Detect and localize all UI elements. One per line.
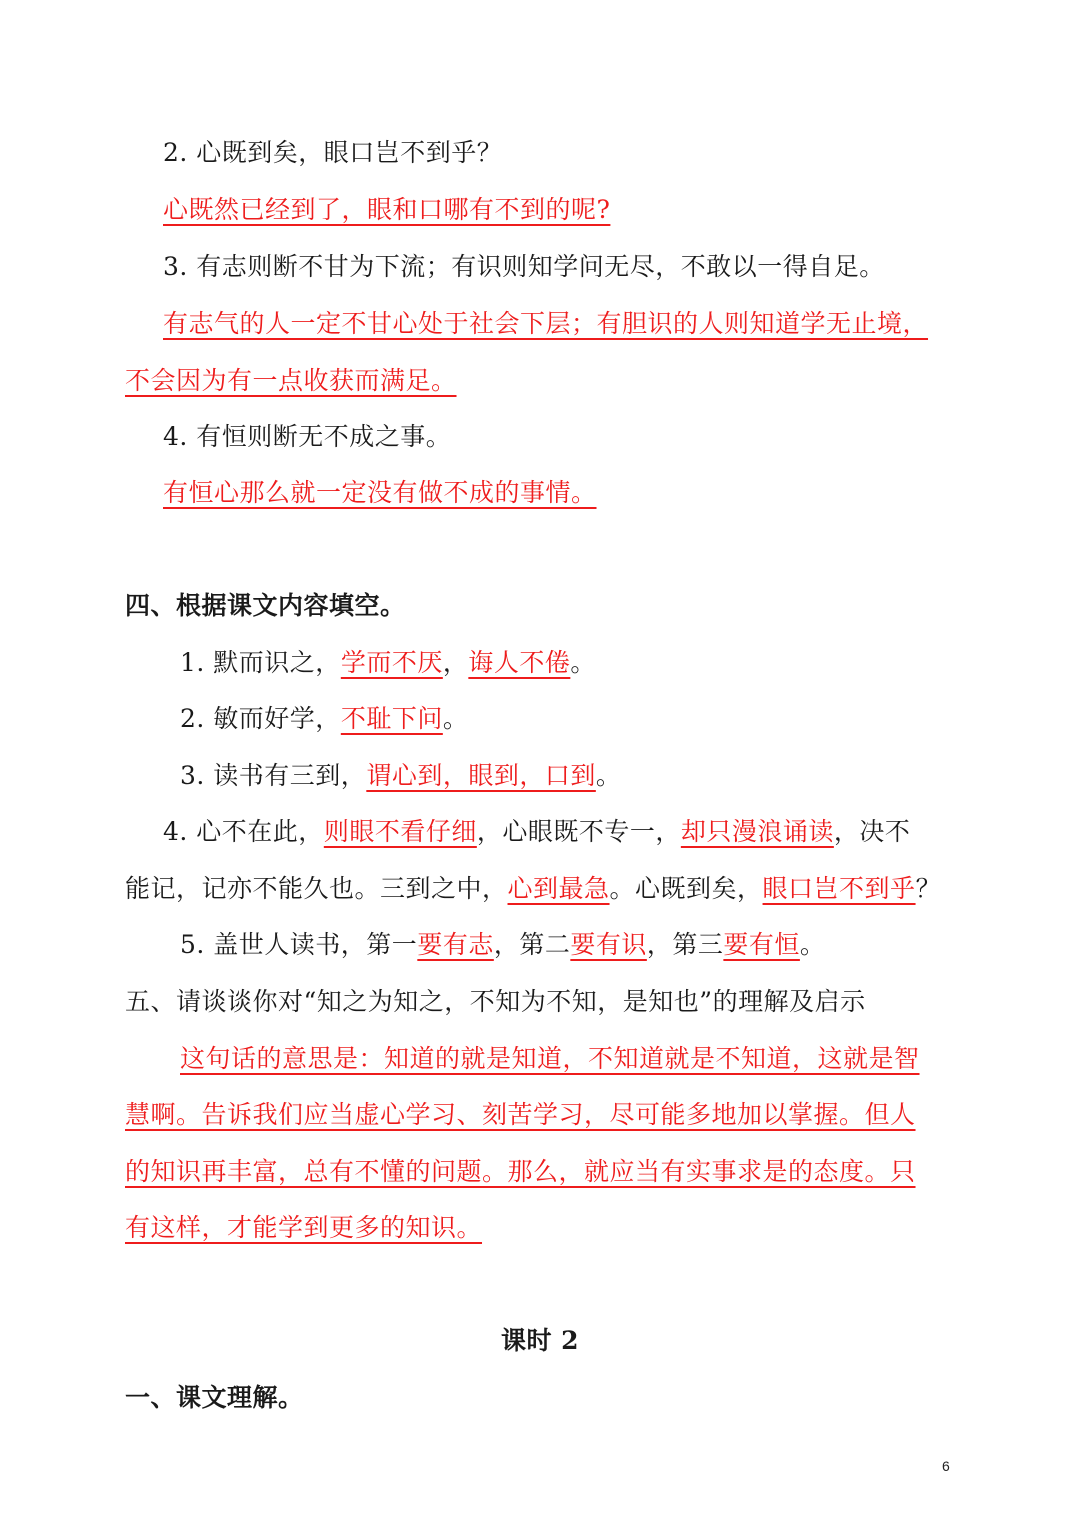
fill-item-3 [180, 759, 621, 793]
fill-item-2-answer-1: 不耻下问 [340, 704, 443, 733]
fill-item-5-answer-2: 要有识 [570, 930, 647, 959]
fill-item-5-text-1: ，第二 [493, 930, 571, 959]
fill-item-4-suffix: ？ [915, 874, 942, 903]
fill-item-1 [180, 646, 596, 680]
fill-item-4-answer-1: 则眼不看仔细 [323, 817, 477, 846]
fill-item-4-line-2-prefix: 能记，记亦不能久也。三到之中， [125, 874, 508, 903]
fill-item-4-line-2 [125, 872, 941, 906]
lesson-2-section-1-title: 一、课文理解。 [125, 1383, 304, 1412]
section-5-answer-line-3: 的知识再丰富，总有不懂的问题。那么，就应当有实事求是的态度。只 [125, 1157, 916, 1186]
section-5-answer-line-1: 这句话的意思是：知道的就是知道，不知道就是不知道，这就是智 [180, 1044, 920, 1073]
fill-item-4-text-1: ，心眼既不专一， [476, 817, 681, 846]
fill-item-4-prefix: 4. 心不在此， [163, 817, 324, 846]
fill-item-4-text-2: ，决不 [833, 817, 911, 846]
section-5-answer-line-2: 慧啊。告诉我们应当虚心学习、刻苦学习，尽可能多地加以掌握。但人 [125, 1100, 916, 1129]
question-2: 2. 心既到矣，眼口岂不到乎？ [163, 138, 503, 167]
fill-item-5-answer-1: 要有志 [417, 930, 494, 959]
answer-3-line-2: 不会因为有一点收获而满足。 [125, 366, 457, 395]
question-4: 4. 有恒则断无不成之事。 [163, 422, 452, 451]
answer-2: 心既然已经到了，眼和口哪有不到的呢? [163, 195, 611, 224]
fill-item-4-text-3: 。心既到矣， [609, 874, 763, 903]
answer-3-line-1: 有志气的人一定不甘心处于社会下层；有胆识的人则知道学无止境， [163, 309, 929, 338]
fill-item-5-text-2: ，第三 [646, 930, 724, 959]
fill-item-1-prefix: 1. 默而识之， [180, 648, 341, 677]
fill-item-2 [180, 702, 468, 736]
fill-item-2-suffix: 。 [442, 704, 469, 733]
fill-item-4-answer-3: 心到最急 [507, 874, 610, 903]
question-3: 3. 有志则断不甘为下流；有识则知学问无尽，不敢以一得自足。 [163, 252, 885, 281]
lesson-2-title: 课时 2 [500, 1326, 580, 1355]
fill-item-4-answer-2: 却只漫浪诵读 [680, 817, 834, 846]
fill-item-3-prefix: 3. 读书有三到， [180, 761, 367, 790]
fill-item-5-answer-3: 要有恒 [723, 930, 800, 959]
fill-item-5-prefix: 5. 盖世人读书，第一 [180, 930, 418, 959]
fill-item-1-suffix: 。 [570, 648, 596, 677]
answer-4: 有恒心那么就一定没有做不成的事情。 [163, 478, 597, 507]
fill-item-3-suffix: 。 [595, 761, 622, 790]
fill-item-2-prefix: 2. 敏而好学， [180, 704, 341, 733]
fill-item-4-line-1 [163, 815, 910, 849]
fill-item-1-separator: ， [442, 648, 469, 677]
fill-item-5-suffix: 。 [799, 930, 826, 959]
fill-item-5 [180, 928, 825, 962]
section-5-answer-line-4: 有这样，才能学到更多的知识。 [125, 1213, 483, 1242]
fill-item-1-answer-2: 诲人不倦 [468, 648, 571, 677]
section-4-title: 四、根据课文内容填空。 [125, 591, 406, 620]
fill-item-1-answer-1: 学而不厌 [340, 648, 443, 677]
section-5-title: 五、请谈谈你对“知之为知之，不知为不知，是知也”的理解及启示 [125, 987, 866, 1016]
fill-item-4-answer-4: 眼口岂不到乎 [762, 874, 916, 903]
fill-item-3-answer-1: 谓心到，眼到，口到 [366, 761, 596, 790]
page-number: 6 [942, 1458, 950, 1474]
